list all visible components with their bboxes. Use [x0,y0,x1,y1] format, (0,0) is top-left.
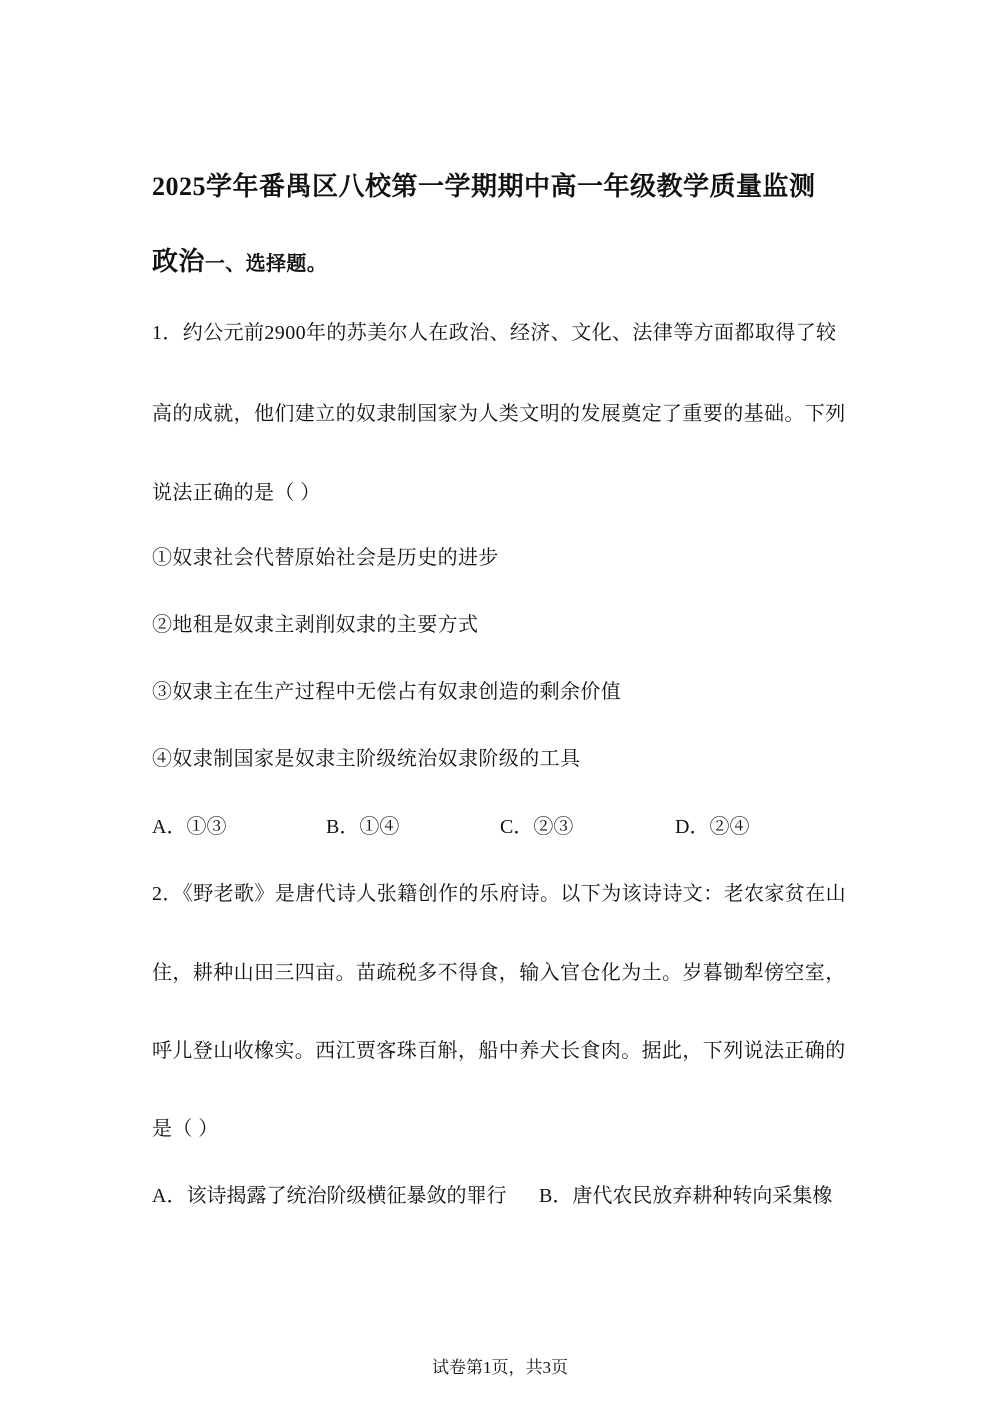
question-1-statement-1: ①奴隶社会代替原始社会是历史的进步 [152,547,499,569]
subject-heading [152,247,328,276]
question-1-line-3: 说法正确的是（ ） [152,482,321,504]
page-footer: 试卷第1页，共3页 [432,1358,568,1377]
section-heading: 一、选择题。 [204,253,328,275]
question-2-line-1: 2．《野老歌》是唐代诗人张籍创作的乐府诗。以下为该诗诗文：老农家贫在山 [152,883,846,905]
question-1-option-b: B．①④ [326,816,400,838]
subject-label: 政治 [152,247,205,276]
question-1-statement-4: ④奴隶制国家是奴隶主阶级统治奴隶阶级的工具 [152,748,581,770]
exam-title: 2025学年番禺区八校第一学期期中高一年级教学质量监测 [152,172,816,201]
question-1-statement-3: ③奴隶主在生产过程中无偿占有奴隶创造的剩余价值 [152,681,622,703]
question-1-line-1: 1．约公元前2900年的苏美尔人在政治、经济、文化、法律等方面都取得了较 [152,322,837,344]
question-2-line-4: 是（ ） [152,1118,219,1140]
question-1-statement-2: ②地租是奴隶主剥削奴隶的主要方式 [152,614,479,636]
question-2-line-3: 呼儿登山收橡实。西江贾客珠百斛，船中养犬长食肉。据此，下列说法正确的 [152,1040,846,1062]
question-1-option-c: C．②③ [500,816,574,838]
question-1-option-a: A．①③ [152,816,227,838]
question-2-option-b: B．唐代农民放弃耕种转向采集橡 [539,1185,833,1207]
question-2-option-a: A．该诗揭露了统治阶级横征暴敛的罪行 [152,1185,507,1207]
question-2-line-2: 住，耕种山田三四亩。苗疏税多不得食，输入官仓化为土。岁暮锄犁傍空室， [152,962,846,984]
question-1-option-d: D．②④ [675,816,750,838]
question-1-line-2: 高的成就，他们建立的奴隶制国家为人类文明的发展奠定了重要的基础。下列 [152,403,846,425]
